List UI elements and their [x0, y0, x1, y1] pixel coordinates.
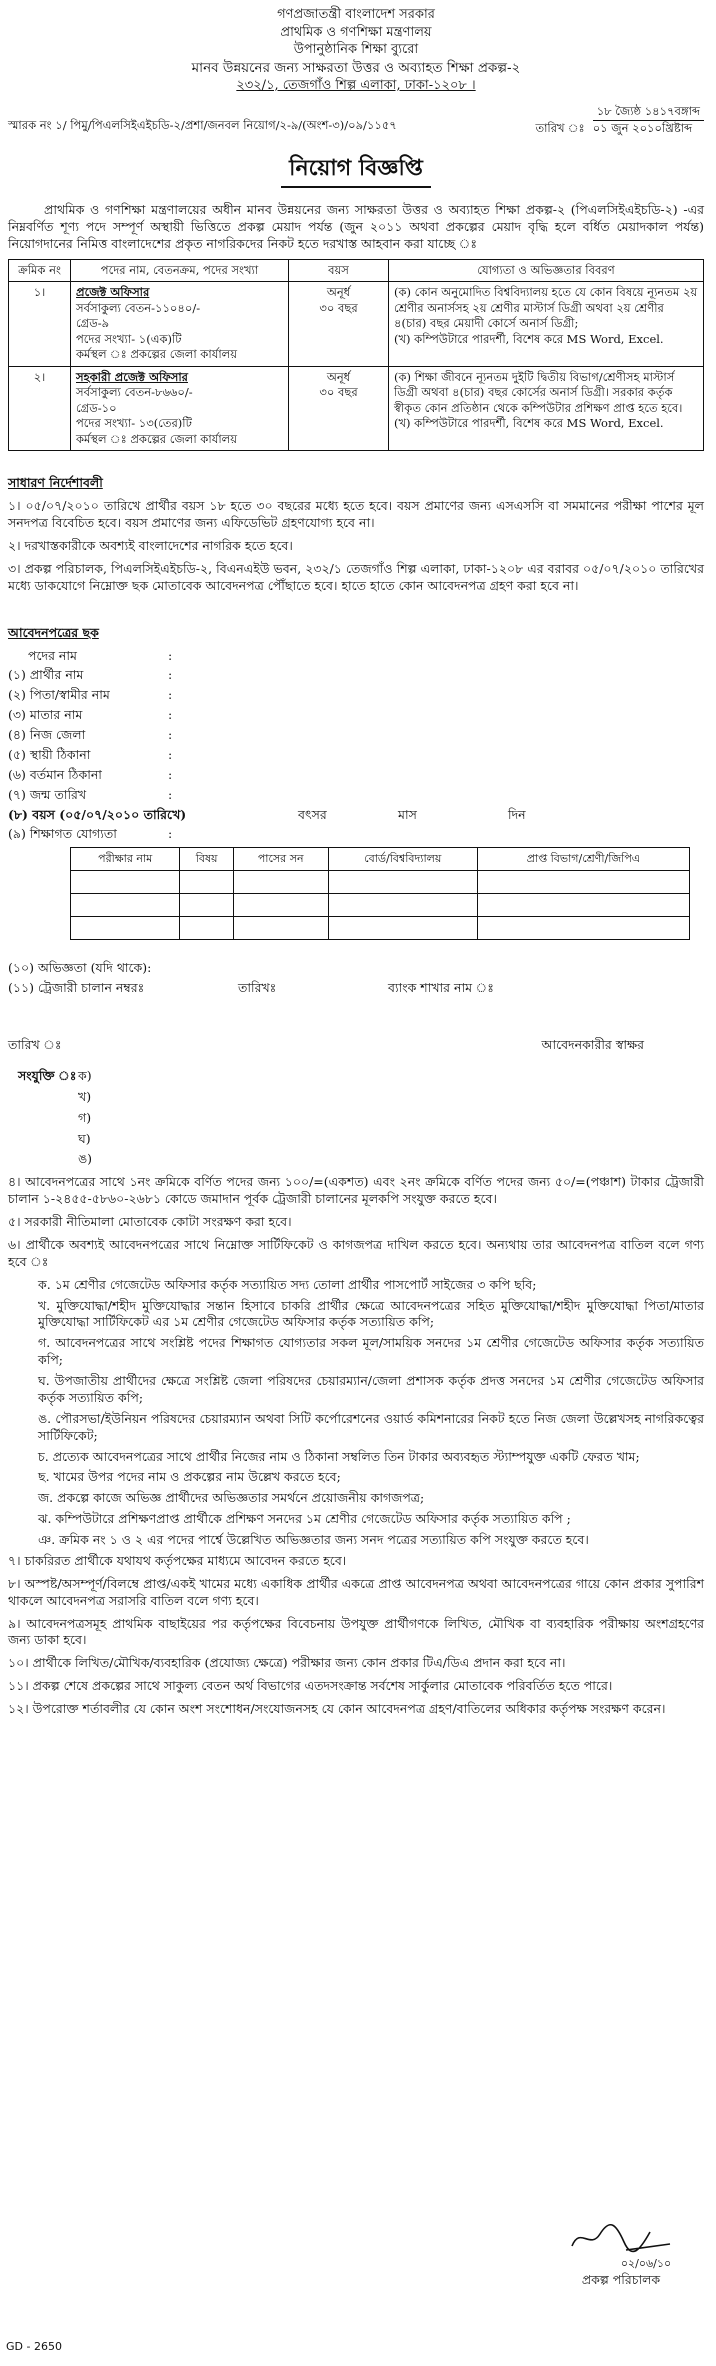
form-label: (৫) স্থায়ী ঠিকানা [8, 746, 91, 762]
rule-6b: খ. মুক্তিযোদ্ধা/শহীদ মুক্তিযোদ্ধার সন্তান হিসাবে চাকরি প্রার্থীর ক্ষেত্রে আবেদনপত্রের সহিত মুক্তিযোদ্ধা/শহীদ মুক্তিযোদ্ধা পিতা/মাতার মুক্তিযোদ্ধা সার্টিফিকেট এর ১ম শ্রেণীর গেজেটেড অফিসার কর্তৃক সত্যায়িত কপি; [38, 1297, 704, 1330]
attachments [18, 1068, 704, 1168]
post-grade: গ্রেড-১০ [76, 400, 117, 415]
list-item [18, 1110, 704, 1127]
memo-ref: স্মারক নং ১/ পিমু/পিএলসিইএইচডি-২/প্রশা/জনবল নিয়োগ/২-৯/(অংশ-৩)/০৯/১১৫৭ [8, 118, 397, 133]
form-row-birthdate [8, 787, 704, 804]
edu-header-exam: পরীক্ষার নাম [71, 848, 180, 871]
list-item [18, 1131, 704, 1148]
rule-10: ১০। প্রার্থীকে লিখিত/মৌখিক/ব্যবহারিক (প্রযোজ্য ক্ষেত্রে) পরীক্ষার জন্য কোন প্রকার টিএ/ডিএ প্রদান করা হবে না। [8, 1655, 566, 1671]
age-limit-value: ৩০ বছর [319, 300, 358, 315]
header-age: বয়স [289, 259, 389, 282]
date-english: ০১ জুন ২০১০খ্রিষ্টাব্দ [592, 120, 693, 135]
row-post [71, 366, 289, 451]
notice-page [8, 6, 704, 1724]
row-age [289, 366, 389, 451]
general-item-2: ২। দরখাস্তকারীকে অবশ্যই বাংলাদেশের নাগরিক হতে হবে। [8, 538, 293, 554]
form-row-district [8, 727, 704, 744]
qualification-b: (খ) কম্পিউটারে পারদর্শী, বিশেষ করে MS Word, Excel. [394, 331, 664, 346]
list-item [18, 1068, 704, 1085]
post-pay: সর্বসাকুল্য বেতন-১১০৪০/- [76, 300, 201, 315]
form-colon: : [168, 826, 173, 842]
age-limit-label: অনূর্ধ [326, 369, 351, 384]
form-label: পদের নাম [28, 647, 77, 663]
attachment-marker: খ) [78, 1088, 92, 1104]
form-row-father [8, 687, 704, 704]
govt-name: গণপ্রজাতন্ত্রী বাংলাদেশ সরকার [277, 7, 435, 22]
edu-header-subject: বিষয় [180, 848, 233, 871]
form-label: (৮) বয়স (০৫/০৭/২০১০ তারিখে) [8, 806, 187, 822]
form-row-present-address [8, 767, 704, 784]
director-signature-block [566, 2220, 676, 2289]
rule-6j: ঞ. ক্রমিক নং ১ ও ২ এর পদের পার্শ্বে উল্লেখিত অভিজ্ঞতার জন্য সনদ পত্রের সত্যায়িত কপি সংযুক্ত করতে হবে। [38, 1532, 589, 1548]
list-item [18, 1089, 704, 1106]
form-label: (১) প্রার্থীর নাম [8, 667, 84, 683]
posts-table [8, 259, 704, 452]
form-row-mother [8, 707, 704, 724]
general-item-1: ১। ০৫/০৭/২০১০ তারিখে প্রার্থীর বয়স ১৮ হতে ৩০ বছরের মধ্যে হতে হবে। বয়স প্রমাণের জন্য এসএসসি বা সমমানের পরীক্ষা পাশের মূল সনদপত্র বিবেচিত হবে। বয়স প্রমাণের জন্য এফিডেভিট গ্রহণযোগ্য হবে না। [8, 498, 704, 531]
post-station: কর্মস্থল ঃ প্রকল্পের জেলা কার্যালয় [76, 347, 237, 362]
form-colon: : [168, 746, 173, 762]
rule-6d: ঘ. উপজাতীয় প্রার্থীদের ক্ষেত্রে সংশ্লিষ্ট জেলা পরিষদের চেয়ারম্যান/জেলা প্রশাসক কর্তৃক প্রদত্ত সনদের ১ম শ্রেণীর গেজেটেড অফিসার কর্তৃক সত্যায়িত কপি; [38, 1373, 704, 1405]
memo-row [8, 104, 704, 136]
attachment-marker: ক) [78, 1067, 92, 1083]
post-pay: সর্বসাকুল্য বেতন-৮৬৬০/- [76, 385, 193, 400]
post-count: পদের সংখ্যা- ১৩(তের)টি [76, 416, 192, 431]
form-row-name [8, 667, 704, 684]
form-row-treasury [8, 980, 704, 997]
education-table-header [71, 848, 690, 871]
office-address: ২৩২/১, তেজগাঁও শিল্প এলাকা, ঢাকা-১২০৮ । [236, 77, 476, 93]
header [8, 6, 704, 94]
form-label: (৬) বর্তমান ঠিকানা [8, 766, 102, 782]
rule-6h: জ. প্রকল্পে কাজে অভিজ্ঞ প্রার্থীদের অভিজ্ঞতার সমর্থনে প্রয়োজনীয় কাগজপত্র; [38, 1490, 425, 1506]
row-age [289, 282, 389, 367]
memo-date [535, 104, 704, 136]
edu-header-result: প্রাপ্ত বিভাগ/শ্রেণী/জিপিএ [477, 848, 689, 871]
edu-header-year: পাসের সন [233, 848, 328, 871]
form-row-permanent-address [8, 747, 704, 764]
form-colon: : [168, 727, 173, 743]
signature-date: ০২/০৬/১০ [620, 2256, 672, 2270]
row-post [71, 282, 289, 367]
post-title: সহকারী প্রজেক্ট অফিসার [76, 369, 188, 384]
form-row-experience [8, 960, 704, 977]
form-colon: : [168, 707, 173, 723]
table-row [71, 871, 690, 894]
applicant-signature-label: আবেদনকারীর স্বাক্ষর [541, 1037, 644, 1053]
rule-6: ৬। প্রার্থীকে অবশ্যই আবেদনপত্রের সাথে নিম্নোক্ত সার্টিফিকেট ও কাগজপত্র দাখিল করতে হবে। অন্যথায় তার আবেদনপত্র বাতিল বলে গণ্য হবে ঃ [8, 1236, 704, 1269]
row-qualification [389, 282, 704, 367]
form-colon: : [168, 786, 173, 802]
rule-6a: ক. ১ম শ্রেণীর গেজেটেড অফিসার কর্তৃক সত্যায়িত সদ্য তোলা প্রার্থীর পাসপোর্ট সাইজের ৩ কপি ছবি; [38, 1276, 537, 1292]
gd-code: GD - 2650 [6, 2340, 62, 2353]
form-colon: : [168, 687, 173, 703]
form-label: (১১) ট্রেজারী চালান নম্বরঃ [8, 980, 145, 996]
rule-8: ৮। অস্পষ্ট/অসম্পূর্ণ/বিলম্বে প্রাপ্ত/একই খামের মধ্যে একাধিক প্রার্থীর একত্রে প্রাপ্ত আবেদনপত্র অথবা আবেদনপত্রের গায়ে কোন প্রকার সুপারিশ থাকলে আবেদনপত্র সরাসরি বাতিল বলে গণ্য হবে। [8, 1575, 704, 1608]
table-row [71, 917, 690, 940]
row-qualification [389, 366, 704, 451]
header-qualification: যোগ্যতা ও অভিজ্ঞতার বিবরণ [389, 259, 704, 282]
table-row [9, 366, 704, 451]
handwritten-signature [566, 2220, 676, 2258]
intro-paragraph: প্রাথমিক ও গণশিক্ষা মন্ত্রণালয়ের অধীন মানব উন্নয়নের জন্য সাক্ষরতা উত্তর ও অব্যাহত শিক্ষা প্রকল্প-২ (পিএলসিইএইচডি-২) -এর নিম্নবর্ণিত শূণ্য পদে সম্পূর্ণ অস্থায়ী ভিত্তিতে প্রকল্প মেয়াদ পর্যন্ত (জুন ২০১১ অথবা প্রকল্পের মেয়াদ বৃদ্ধি হলে বর্ধিত মেয়াদকাল পর্যন্ত) নিয়োগদানের নিমিত্ত বাংলাদেশের প্রকৃত নাগরিকদের নিকট হতে দরখাস্ত আহবান করা যাচ্ছে ঃ [8, 202, 704, 251]
table-row [9, 282, 704, 367]
form-label: (৭) জন্ম তারিখ [8, 786, 87, 802]
attachment-marker: ঘ) [78, 1130, 91, 1146]
age-year-label: বৎসর [298, 806, 327, 822]
rule-4: ৪। আবেদনপত্রের সাথে ১নং ক্রমিকে বর্ণিত পদের জন্য ১০০/=(একশত) এবং ২নং ক্রমিকে বর্ণিত পদের জন্য ৫০/=(পঞ্চাশ) টাকার ট্রেজারী চালান ১-২৪৫৫-৫৮৬০-২৬৮১ কোডে জমাদান পূর্বক ট্রেজারী চালানের মূলকপি সংযুক্ত করতে হবে। [8, 1174, 704, 1207]
form-colon: : [168, 647, 173, 663]
form-colon: : [168, 667, 173, 683]
attachment-marker: গ) [78, 1109, 92, 1125]
rule-9: ৯। আবেদনপত্রসমূহ প্রাথমিক বাছাইয়ের পর কর্তৃপক্ষের বিবেচনায় উপযুক্ত প্রার্থীগণকে লিখিত, মৌখিক বা ব্যবহারিক পরীক্ষায় অংশগ্রহণের জন্য ডাকা হবে। [8, 1615, 704, 1648]
form-label: (৩) মাতার নাম [8, 707, 83, 723]
list-item [18, 1151, 704, 1168]
form-label: (১০) অভিজ্ঞতা (যদি থাকে): [8, 960, 152, 976]
education-table [70, 847, 690, 940]
qualification-a: (ক) কোন অনুমোদিত বিশ্ববিদ্যালয় হতে যে কোন বিষয়ে ন্যূনতম ২য় শ্রেণীর অনার্সসহ ২য় শ্রেণীর মাস্টার্স ডিগ্রী অথবা ২য় শ্রেণীর ৪(চার) বছর মেয়াদী কোর্সে অনার্স ডিগ্রী; [394, 285, 698, 331]
qualification-b: (খ) কম্পিউটারে পারদর্শী, বিশেষ করে MS Word, Excel. [394, 416, 664, 431]
form-label: (৪) নিজ জেলা [8, 727, 86, 743]
post-station: কর্মস্থল ঃ প্রকল্পের জেলা কার্যালয় [76, 431, 237, 446]
rule-6f: চ. প্রত্যেক আবেদনপত্রের সাথে প্রার্থীর নিজের নাম ও ঠিকানা সম্বলিত তিন টাকার অব্যবহৃত স্ট্যাম্পযুক্ত একটি ফেরত খাম; [38, 1448, 640, 1464]
project-director-label: প্রকল্প পরিচালক [581, 2271, 661, 2287]
posts-table-header [9, 259, 704, 282]
project-name: মানব উন্নয়নের জন্য সাক্ষরতা উত্তর ও অব্যাহত শিক্ষা প্রকল্প-২ [191, 59, 521, 76]
treasury-date-label: তারিখঃ [238, 980, 277, 996]
rule-7: ৭। চাকরিরত প্রার্থীকে যথাযথ কর্তৃপক্ষের মাধ্যমে আবেদন করতে হবে। [8, 1552, 347, 1568]
bureau-name: উপানুষ্ঠানিক শিক্ষা ব্যুরো [293, 42, 419, 58]
header-post: পদের নাম, বেতনক্রম, পদের সংখ্যা [71, 259, 289, 282]
general-item-3: ৩। প্রকল্প পরিচালক, পিএলসিইএইচডি-২, বিএনএইউ ভবন, ২৩২/১ তেজগাঁও শিল্প এলাকা, ঢাকা-১২০৮ এর বরাবর ০৫/০৭/২০১০ তারিখের মধ্যে ডাকযোগে নিম্নোক্ত ছক মোতাবেক আবেদনপত্র পৌঁছাতে হবে। হাতে হাতে কোন আবেদনপত্র গ্রহণ করা হবে না। [8, 560, 704, 593]
age-day-label: দিন [508, 806, 526, 822]
post-count: পদের সংখ্যা- ১(এক)টি [76, 331, 182, 346]
rules [8, 1174, 704, 1718]
form-colon: : [168, 766, 173, 782]
rule-6g: ছ. খামের উপর পদের নাম ও প্রকল্পের নাম উল্লেখ করতে হবে; [38, 1469, 341, 1485]
edu-header-board: বোর্ড/বিশ্ববিদ্যালয় [328, 848, 477, 871]
application-form [8, 648, 704, 998]
form-row-age [8, 807, 704, 824]
header-serial: ক্রমিক নং [9, 259, 71, 282]
signature-row [8, 1037, 704, 1054]
signature-date-label: তারিখ ঃ [8, 1037, 62, 1053]
age-limit-label: অনূর্ধ [326, 285, 351, 300]
rule-6c: গ. আবেদনপত্রের সাথে সংশ্লিষ্ট পদের শিক্ষাগত যোগ্যতার সকল মূল/সাময়িক সনদের ১ম শ্রেণীর গেজেটেড অফিসার কর্তৃক সত্যায়িত কপি; [38, 1335, 704, 1368]
post-grade: গ্রেড-৯ [76, 316, 110, 331]
attachment-marker: ঙ) [78, 1151, 93, 1167]
date-bengali: ১৮ জ্যৈষ্ঠ ১৪১৭বঙ্গাব্দ [593, 104, 704, 121]
notice-title: নিয়োগ বিজ্ঞপ্তি [281, 154, 431, 188]
date-label: তারিখ ঃ [535, 120, 585, 135]
row-serial: ২। [9, 366, 71, 451]
row-serial: ১। [9, 282, 71, 367]
rule-6i: ঝ. কম্পিউটারে প্রশিক্ষণপ্রাপ্ত প্রার্থীকে প্রশিক্ষণ সনদের ১ম শ্রেণীর গেজেটেড অফিসার কর্তৃক সত্যায়িত কপি ; [38, 1511, 571, 1527]
age-limit-value: ৩০ বছর [319, 385, 358, 400]
general-instructions-heading: সাধারণ নির্দেশাবলী [8, 475, 103, 491]
rule-11: ১১। প্রকল্প শেষে প্রকল্পের সাথে সাকুল্য বেতন অর্থ বিভাগের এতদসংক্রান্ত সর্বশেষ সার্কুলার মোতাবেক পরিবর্তিত হতে পারে। [8, 1678, 613, 1694]
post-title: প্রজেক্ট অফিসার [76, 285, 150, 300]
rule-5: ৫। সরকারী নীতিমালা মোতাবেক কোটা সংরক্ষণ করা হবে। [8, 1214, 292, 1230]
form-label: (২) পিতা/স্বামীর নাম [8, 687, 110, 703]
form-row-post [8, 648, 704, 665]
form-label: (৯) শিক্ষাগত যোগ্যতা [8, 826, 117, 842]
form-heading: আবেদনপত্রের ছক [8, 624, 99, 640]
qualification-a: (ক) শিক্ষা জীবনে ন্যূনতম দুইটি দ্বিতীয় বিভাগ/শ্রেণীসহ মাস্টার্স ডিগ্রী অথবা ৪(চার) বছর কোর্সের অনার্স ডিগ্রী। সরকার কর্তৃক স্বীকৃত কোন প্রতিষ্ঠান থেকে কম্পিউটার প্রশিক্ষণ প্রাপ্ত হতে হবে। [394, 369, 683, 415]
ministry-name: প্রাথমিক ও গণশিক্ষা মন্ত্রণালয় [280, 24, 432, 40]
table-row [71, 894, 690, 917]
rule-12: ১২। উপরোক্ত শর্তাবলীর যে কোন অংশ সংশোধন/সংযোজনসহ যে কোন আবেদনপত্র গ্রহণ/বাতিলের অধিকার কর্তৃপক্ষ সংরক্ষণ করেন। [8, 1701, 666, 1717]
attachments-label: সংযুক্তি ঃ [18, 1067, 77, 1083]
bank-branch-label: ব্যাংক শাখার নাম ঃ [388, 980, 494, 996]
rule-6e: ঙ. পৌরসভা/ইউনিয়ন পরিষদের চেয়ারম্যান অথবা সিটি কর্পোরেশনের ওয়ার্ড কমিশনারের নিকট হতে নিজ জেলা উল্লেখসহ নাগরিকত্বের সার্টিফিকেট; [38, 1410, 704, 1443]
age-month-label: মাস [398, 806, 417, 822]
form-row-education [8, 826, 704, 843]
